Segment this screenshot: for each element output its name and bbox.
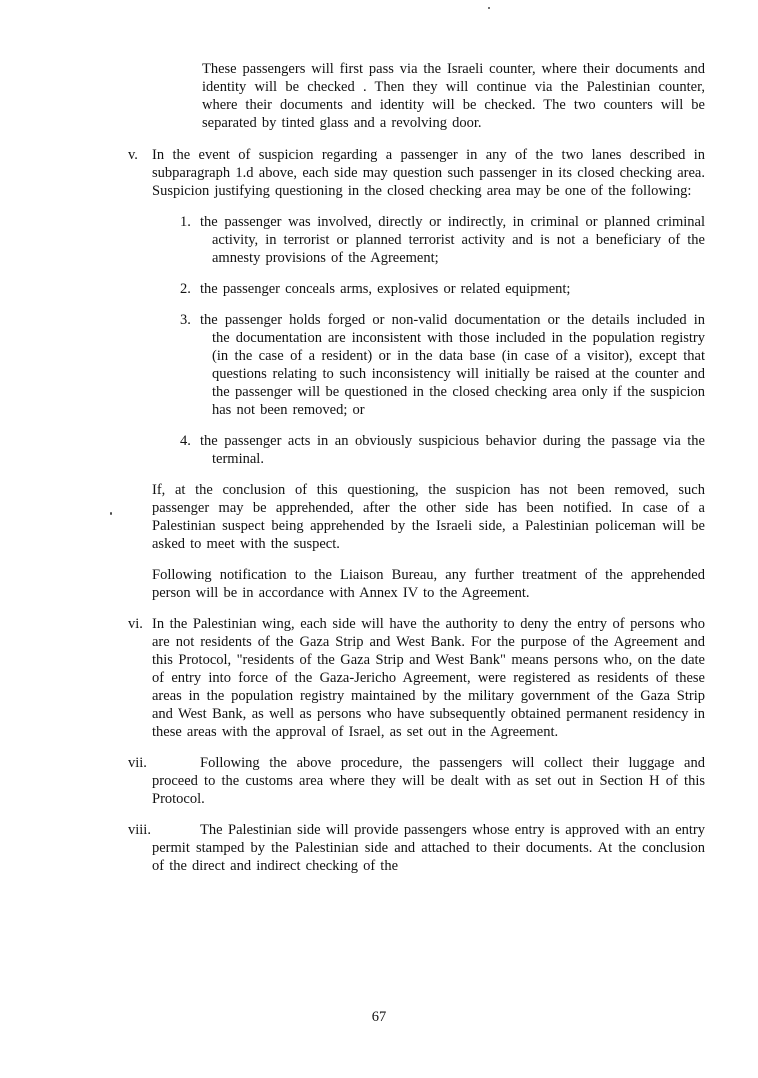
sublist-item-2-text: the passenger conceals arms, explosives or related equipment; <box>200 281 571 297</box>
sublist-item-4-text: the passenger acts in an obviously suspicious behavior during the passage via the terminal. <box>200 433 705 467</box>
scan-artifact <box>110 512 112 515</box>
sublist-item-3-label: 3. <box>180 312 191 328</box>
scan-artifact <box>488 7 490 9</box>
numbered-sublist <box>180 213 705 468</box>
item-viii-body <box>152 821 705 875</box>
sublist-item-1-text: the passenger was involved, directly or indirectly, in criminal or planned criminal activity, in terrorist or planned terrorist activity and is not a beneficiary of the amnesty provisions of the Agreement; <box>200 214 705 266</box>
item-vii-body <box>152 754 705 808</box>
list-item-vii <box>128 754 705 808</box>
item-v-body <box>152 146 705 602</box>
item-viii-label: viii. <box>128 822 151 838</box>
item-vi-body <box>152 615 705 741</box>
item-v-label: v. <box>128 147 138 163</box>
item-v-followup-paragraph-2: Following notification to the Liaison Bureau, any further treatment of the apprehended person will be in accordance with Annex IV to the Agreement. <box>152 567 705 601</box>
item-vi-label: vi. <box>128 616 143 632</box>
continuation-paragraph: These passengers will first pass via the Israeli counter, where their documents and identity will be checked . Then they will continue via the Palestinian counter, where their documents and identity will be checked. The two counters will be separated by tinted glass and a revolving door. <box>202 61 705 131</box>
sublist-item-3-text: the passenger holds forged or non-valid documentation or the details included in the documentation are inconsistent with those included in the population registry (in the case of a resident) or in the data base (in case of a visitor), except that questions relating to such inconsistency will initially be raised at the counter and the passenger will be questioned in the closed checking area only if the suspicion has not been removed; or <box>200 312 705 418</box>
sublist-item-4-label: 4. <box>180 433 191 449</box>
sublist-item-1 <box>180 213 705 267</box>
sublist-item-4 <box>180 432 705 468</box>
item-viii-text: The Palestinian side will provide passengers whose entry is approved with an entry permit stamped by the Palestinian side and attached to their documents. At the conclusion of the direct and indirect checking of the <box>152 822 705 874</box>
item-vi-text: In the Palestinian wing, each side will have the authority to deny the entry of persons who are not residents of the Gaza Strip and West Bank. For the purpose of the Agreement and this Protocol, "residents of the Gaza Strip and West Bank" means persons who, on the date of entry into force of the Gaza-Jericho Agreement, were registered as residents of these areas in the population registry maintained by the military government of the Gaza Strip and West Bank, as well as persons who have subsequently obtained permanent residency in these areas with the approval of Israel, as set out in the Agreement. <box>152 616 705 740</box>
sublist-item-2-label: 2. <box>180 281 191 297</box>
sublist-item-1-label: 1. <box>180 214 191 230</box>
item-v-followup-paragraph-1: If, at the conclusion of this questioning, the suspicion has not been removed, such passenger may be apprehended, after the other side has been notified. In case of a Palestinian suspect being apprehended by the Israeli side, a Palestinian policeman will be asked to meet with the suspect. <box>152 482 705 552</box>
sublist-item-3 <box>180 311 705 419</box>
page-number: 67 <box>371 1009 387 1025</box>
item-vii-text: Following the above procedure, the passengers will collect their luggage and proceed to the customs area where they will be dealt with as set out in Section H of this Protocol. <box>152 755 705 807</box>
list-item-viii <box>128 821 705 875</box>
item-v-text: In the event of suspicion regarding a passenger in any of the two lanes described in subparagraph 1.d above, each side may question such passenger in its closed checking area. Suspicion justifying questioning in the closed checking area may be one of the following: <box>152 147 705 199</box>
sublist-item-2 <box>180 280 705 298</box>
item-vii-label: vii. <box>128 755 147 771</box>
list-item-vi <box>128 615 705 741</box>
list-item-v <box>128 146 705 602</box>
